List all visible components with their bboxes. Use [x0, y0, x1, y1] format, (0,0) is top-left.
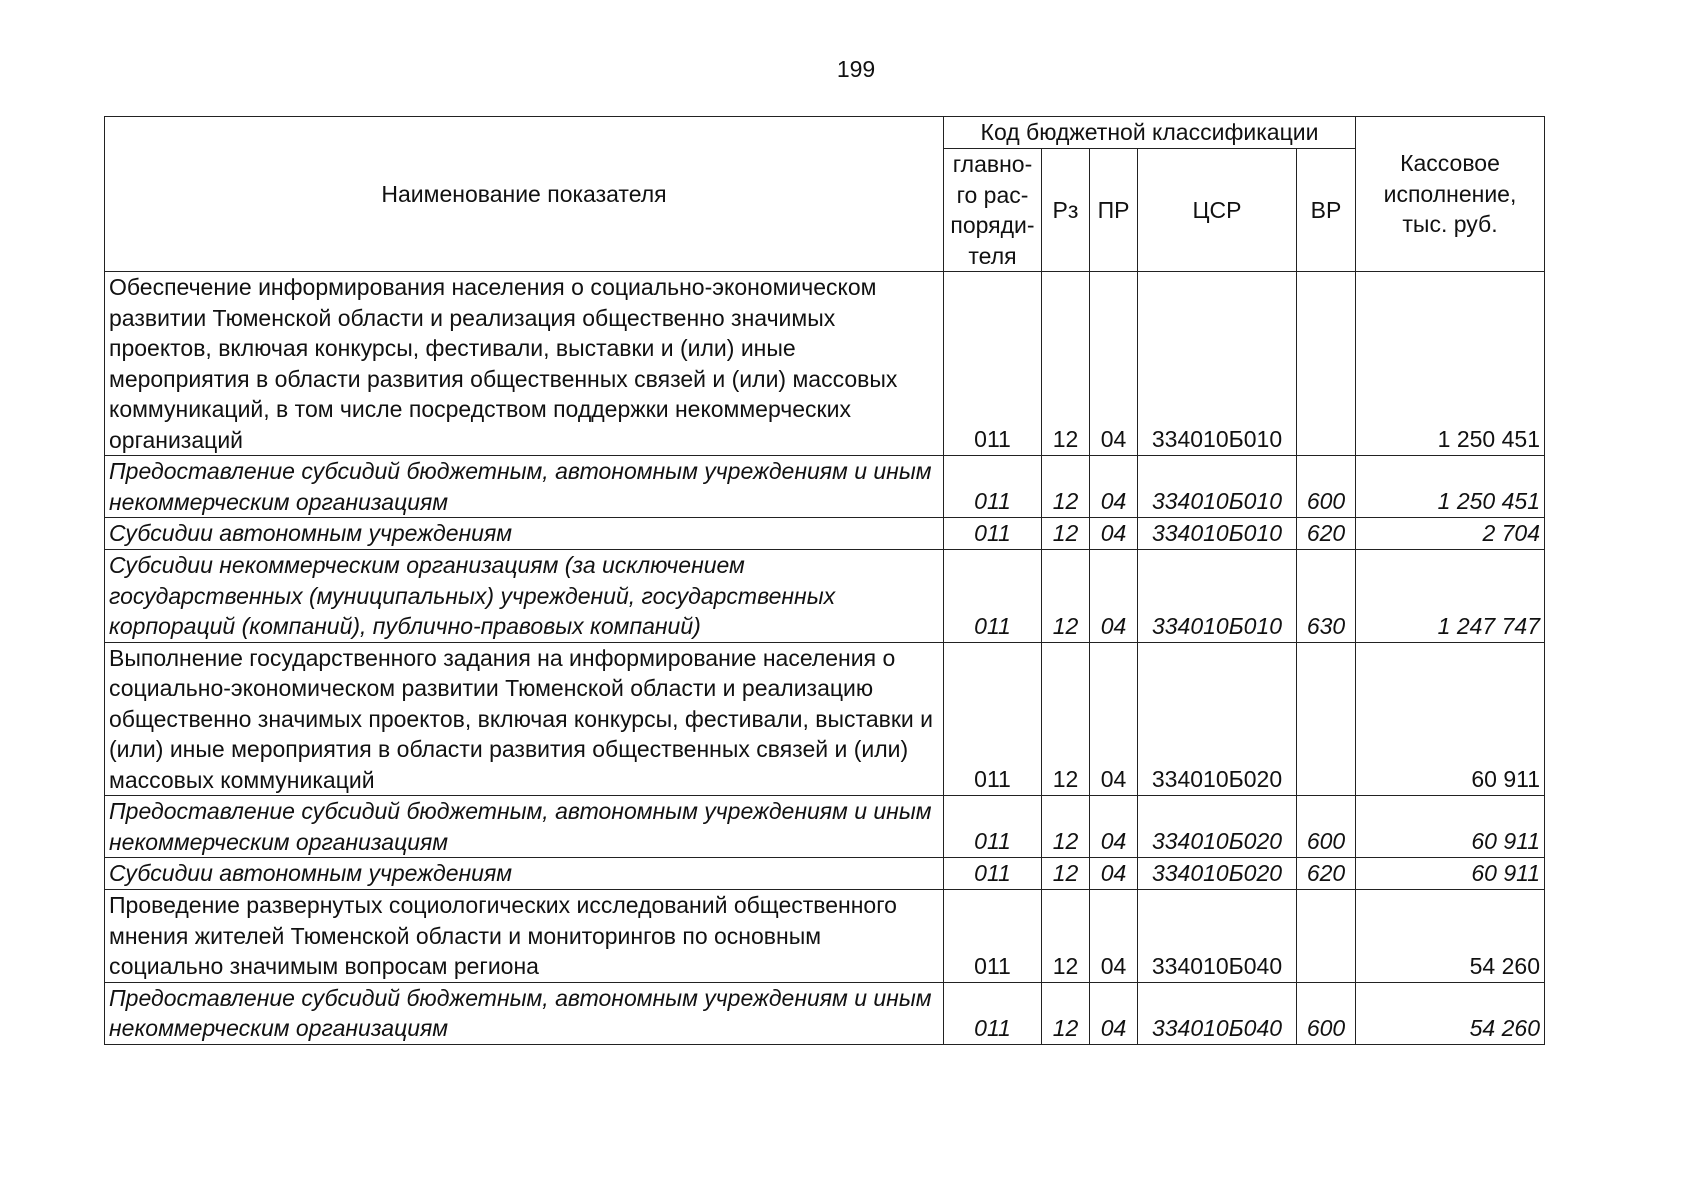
cell-gr: 011: [944, 796, 1042, 858]
cell-vr: 600: [1297, 982, 1356, 1044]
cell-gr: 011: [944, 550, 1042, 643]
cell-rz: 12: [1042, 456, 1090, 518]
cell-name: Выполнение государственного задания на информирование населения о социально-экономическом развитии Тюменской области и реализацию общественно значимых проектов, включая конкурсы, фестивали, выставки и (или) иные мероприятия в области развития общественных связей и (или) массовых коммуникаций: [105, 642, 944, 796]
cell-gr: 011: [944, 858, 1042, 890]
cell-rz: 12: [1042, 550, 1090, 643]
cell-amount: 60 911: [1356, 796, 1545, 858]
cell-amount: 1 250 451: [1356, 456, 1545, 518]
header-csr: ЦСР: [1138, 149, 1297, 272]
cell-pr: 04: [1090, 796, 1138, 858]
header-amount: Кассовое исполнение, тыс. руб.: [1356, 117, 1545, 272]
table-row: [105, 272, 1545, 456]
table-row: [105, 518, 1545, 550]
cell-gr: 011: [944, 982, 1042, 1044]
cell-name: Предоставление субсидий бюджетным, автономным учреждениям и иным некоммерческим организациям: [105, 982, 944, 1044]
cell-vr: 600: [1297, 456, 1356, 518]
cell-csr: 334010Б040: [1138, 890, 1297, 983]
cell-rz: 12: [1042, 890, 1090, 983]
cell-amount: 54 260: [1356, 890, 1545, 983]
cell-amount: 54 260: [1356, 982, 1545, 1044]
cell-rz: 12: [1042, 796, 1090, 858]
table-row: [105, 982, 1545, 1044]
cell-name: Предоставление субсидий бюджетным, автономным учреждениям и иным некоммерческим организациям: [105, 796, 944, 858]
table-row: [105, 858, 1545, 890]
cell-pr: 04: [1090, 456, 1138, 518]
header-name: Наименование показателя: [105, 117, 944, 272]
cell-amount: 1 247 747: [1356, 550, 1545, 643]
cell-pr: 04: [1090, 518, 1138, 550]
cell-gr: 011: [944, 890, 1042, 983]
cell-vr: [1297, 890, 1356, 983]
header-code-group: Код бюджетной классификации: [944, 117, 1356, 149]
cell-csr: 334010Б010: [1138, 518, 1297, 550]
cell-amount: 60 911: [1356, 642, 1545, 796]
cell-amount: 2 704: [1356, 518, 1545, 550]
cell-pr: 04: [1090, 642, 1138, 796]
cell-csr: 334010Б020: [1138, 642, 1297, 796]
cell-vr: 620: [1297, 518, 1356, 550]
cell-csr: 334010Б010: [1138, 550, 1297, 643]
header-gr: главно-го рас-поряди-теля: [944, 149, 1042, 272]
cell-vr: 620: [1297, 858, 1356, 890]
cell-csr: 334010Б010: [1138, 272, 1297, 456]
table-row: [105, 890, 1545, 983]
cell-name: Предоставление субсидий бюджетным, автономным учреждениям и иным некоммерческим организациям: [105, 456, 944, 518]
cell-vr: [1297, 642, 1356, 796]
cell-rz: 12: [1042, 518, 1090, 550]
cell-vr: 630: [1297, 550, 1356, 643]
cell-gr: 011: [944, 272, 1042, 456]
cell-pr: 04: [1090, 550, 1138, 643]
header-vr: ВР: [1297, 149, 1356, 272]
cell-rz: 12: [1042, 272, 1090, 456]
cell-csr: 334010Б020: [1138, 796, 1297, 858]
cell-pr: 04: [1090, 272, 1138, 456]
cell-pr: 04: [1090, 890, 1138, 983]
table-header: [105, 117, 1545, 272]
cell-rz: 12: [1042, 642, 1090, 796]
page-number: 199: [836, 56, 876, 82]
table-row: [105, 550, 1545, 643]
table-row: [105, 642, 1545, 796]
cell-csr: 334010Б040: [1138, 982, 1297, 1044]
table-row: [105, 796, 1545, 858]
cell-name: Субсидии автономным учреждениям: [105, 858, 944, 890]
cell-name: Обеспечение информирования населения о социально-экономическом развитии Тюменской области и реализация общественно значимых проектов, включая конкурсы, фестивали, выставки и (или) иные мероприятия в области развития общественных связей и (или) массовых коммуникаций, в том числе посредством поддержки некоммерческих организаций: [105, 272, 944, 456]
table-row: [105, 456, 1545, 518]
cell-pr: 04: [1090, 982, 1138, 1044]
cell-rz: 12: [1042, 858, 1090, 890]
cell-rz: 12: [1042, 982, 1090, 1044]
table-body: [105, 272, 1545, 1045]
cell-gr: 011: [944, 642, 1042, 796]
cell-amount: 1 250 451: [1356, 272, 1545, 456]
cell-amount: 60 911: [1356, 858, 1545, 890]
budget-table: [104, 116, 1545, 1045]
cell-csr: 334010Б020: [1138, 858, 1297, 890]
cell-pr: 04: [1090, 858, 1138, 890]
cell-csr: 334010Б010: [1138, 456, 1297, 518]
cell-vr: [1297, 272, 1356, 456]
cell-vr: 600: [1297, 796, 1356, 858]
cell-name: Субсидии некоммерческим организациям (за исключением государственных (муниципальных) учреждений, государственных корпораций (компаний), публично-правовых компаний): [105, 550, 944, 643]
cell-gr: 011: [944, 518, 1042, 550]
header-rz: Рз: [1042, 149, 1090, 272]
cell-gr: 011: [944, 456, 1042, 518]
cell-name: Субсидии автономным учреждениям: [105, 518, 944, 550]
header-pr: ПР: [1090, 149, 1138, 272]
cell-name: Проведение развернутых социологических исследований общественного мнения жителей Тюменской области и мониторингов по основным социально значимым вопросам региона: [105, 890, 944, 983]
